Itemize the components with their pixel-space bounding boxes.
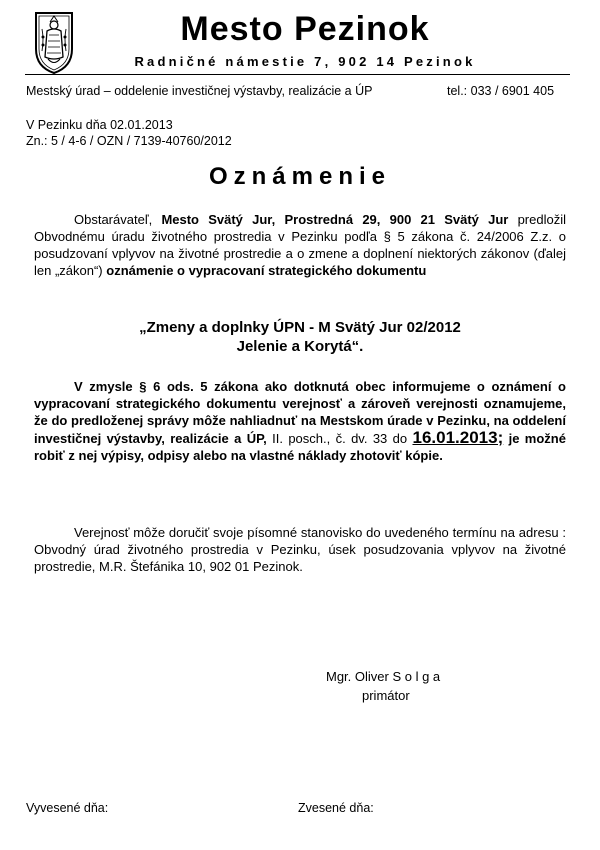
inspection-text-d: je možné robiť z nej výpisy, odpisy alebo na vlastné náklady zhotoviť kópie. (34, 431, 566, 463)
inspection-text-c: do (387, 431, 413, 446)
paragraph-middle: predložil Obvodnému úradu životného prostredia v Pezinku podľa § 5 zákona č. 24/2006 Z.z. o posudzovaní vplyvov na životné prostredie a o zmene a doplnení niektorých zákonov (ďalej len „zákon“) (34, 212, 566, 278)
document-title: Oznámenie (208, 163, 392, 190)
city-address: Radničné námestie 7, 902 14 Pezinok (134, 54, 476, 69)
header-divider (25, 74, 570, 75)
department-name: Mestský úrad – oddelenie investičnej výstavby, realizácie a ÚP (26, 84, 373, 98)
paragraph-public-inspection (34, 378, 566, 464)
city-title: Mesto Pezinok (180, 10, 430, 48)
removed-date-label: Zvesené dňa: (298, 801, 374, 815)
submitter-entity: Mesto Svätý Jur, Prostredná 29, 900 21 Svätý Jur (161, 212, 509, 227)
reference-number: Zn.: 5 / 4-6 / OZN / 7139-40760/2012 (26, 134, 232, 148)
deadline-date: 16.01.2013; (412, 428, 504, 447)
phone-number: tel.: 033 / 6901 405 (447, 84, 555, 98)
document-name-line1: „Zmeny a doplnky ÚPN - M Svätý Jur 02/2012 (139, 319, 461, 336)
date-line: V Pezinku dňa 02.01.2013 (26, 118, 173, 132)
signatory-name: Mgr. Oliver S o l g a (326, 669, 441, 684)
opinion-text: Verejnosť môže doručiť svoje písomné stanovisko do uvedeného termínu na adresu : Obvodný úrad životného prostredia v Pezinku, úsek posudzovania vplyvov na životné prostredie, M.R. Štefánika 10, 902 01 Pezinok. (34, 525, 566, 574)
coat-of-arms-icon (33, 9, 75, 75)
inspection-room: II. posch., č. dv. 33 (272, 431, 388, 446)
document-name-line2: Jelenie a Korytá“. (236, 338, 364, 355)
paragraph-submission (34, 211, 566, 279)
paragraph-written-opinion (34, 524, 566, 575)
posted-date-label: Vyvesené dňa: (26, 801, 109, 815)
strategic-document-name (0, 318, 600, 356)
paragraph-lead: Obstarávateľ, (74, 212, 162, 227)
inspection-text-a: V zmysle § 6 ods. 5 zákona ako dotknutá obec informujeme o oznámení o vypracovaní strategického dokumentu verejnosť a zároveň verejnosti oznamujeme, že do predloženej správy môže nahliadnuť na Mestskom úrade v Pezinku, na oddelení investičnej výstavby, realizácie a ÚP, (34, 379, 566, 446)
signatory-position: primátor (362, 688, 410, 703)
notice-subject: oznámenie o vypracovaní strategického dokumentu (106, 263, 427, 278)
